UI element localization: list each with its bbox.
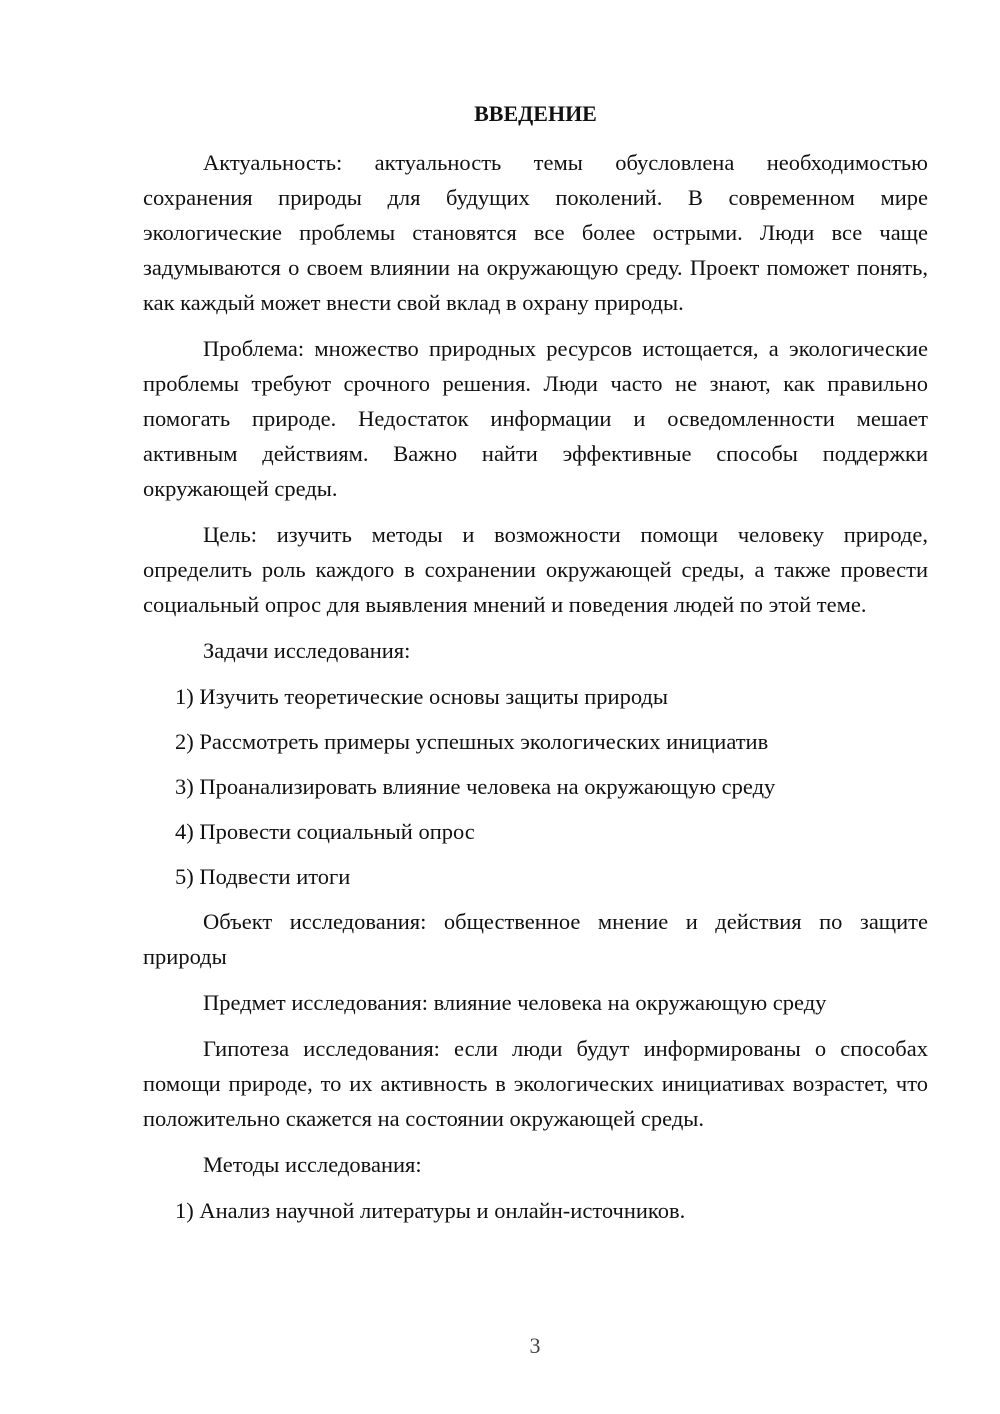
methods-list [143, 1193, 928, 1228]
page-number: 3 [529, 1333, 541, 1358]
tasks-heading: Задачи исследования: [203, 638, 411, 663]
list-item: 4) Провести социальный опрос [175, 819, 475, 844]
problem-paragraph: Проблема: множество природных ресурсов истощается, а экологические проблемы требуют срочного решения. Люди часто не знают, как правильно помогать природе. Недостаток информации и осведомленности мешает активным действиям. Важно найти эффективные способы поддержки окружающей среды. [143, 336, 928, 501]
tasks-list [143, 679, 928, 894]
list-item: 2) Рассмотреть примеры успешных экологических инициатив [175, 729, 769, 754]
methods-heading: Методы исследования: [203, 1152, 422, 1177]
list-item: 5) Подвести итоги [175, 864, 351, 889]
goal-paragraph: Цель: изучить методы и возможности помощи человеку природе, определить роль каждого в сохранении окружающей среды, а также провести социальный опрос для выявления мнений и поведения людей по этой теме. [143, 522, 928, 617]
list-item: 3) Проанализировать влияние человека на окружающую среду [175, 774, 776, 799]
hypothesis-paragraph: Гипотеза исследования: если люди будут информированы о способах помощи природе, то их активность в экологических инициативах возрастет, что положительно скажется на состоянии окружающей среды. [143, 1036, 928, 1131]
subject-paragraph: Предмет исследования: влияние человека на окружающую среду [203, 990, 827, 1015]
list-item: 1) Анализ научной литературы и онлайн-источников. [175, 1198, 686, 1223]
document-page [143, 96, 928, 1238]
object-paragraph: Объект исследования: общественное мнение и действия по защите природы [143, 909, 928, 969]
relevance-paragraph: Актуальность: актуальность темы обусловлена необходимостью сохранения природы для будущих поколений. В современном мире экологические проблемы становятся все более острыми. Люди все чаще задумываются о своем влиянии на окружающую среду. Проект поможет понять, как каждый может внести свой вклад в охрану природы. [143, 150, 928, 315]
page-title: ВВЕДЕНИЕ [474, 101, 597, 126]
list-item: 1) Изучить теоретические основы защиты природы [175, 684, 668, 709]
